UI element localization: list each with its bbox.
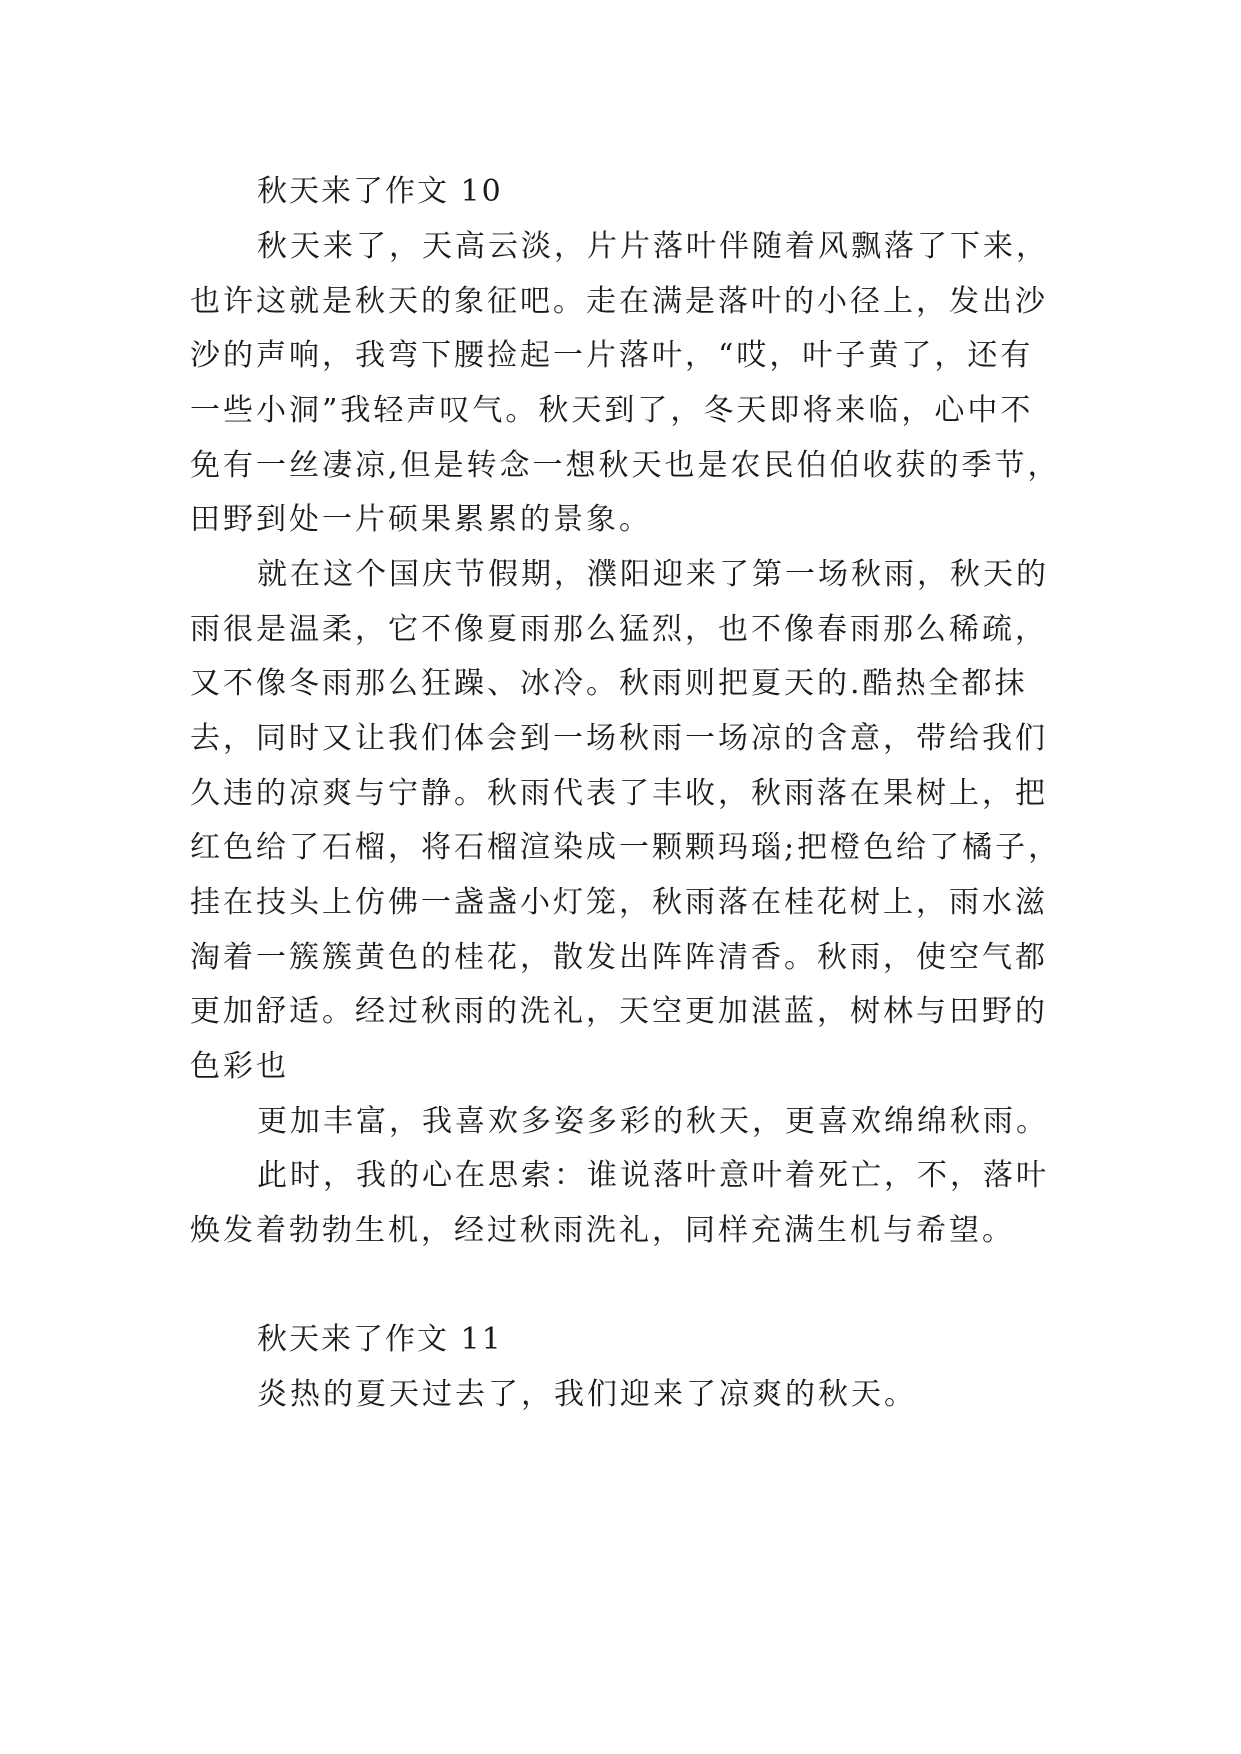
essay-10-line: 久违的凉爽与宁静。秋雨代表了丰收，秋雨落在果树上，把 (190, 776, 1048, 811)
essay-10-line: 红色给了石榴，将石榴渲染成一颗颗玛瑙;把橙色给了橘子， (190, 830, 1062, 865)
essay-10-line: 免有一丝凄凉,但是转念一想秋天也是农民伯伯收获的季节， (190, 448, 1061, 483)
essay-10-line: 此时，我的心在思索：谁说落叶意叶着死亡，不，落叶 (257, 1158, 1049, 1193)
essay-10-line: 就在这个国庆节假期，濮阳迎来了第一场秋雨，秋天的 (257, 557, 1049, 592)
essay-10-line: 又不像冬雨那么狂躁、冰冷。秋雨则把夏天的.酷热全都抹 (190, 666, 1028, 701)
essay-10-line: 更加舒适。经过秋雨的洗礼，天空更加湛蓝，树林与田野的 (190, 994, 1048, 1029)
essay-10-heading: 秋天来了作文 10 (257, 174, 503, 209)
essay-10-line: 挂在技头上仿佛一盏盏小灯笼，秋雨落在桂花树上，雨水滋 (190, 885, 1048, 920)
essay-10-line: 色彩也 (190, 1049, 289, 1084)
essay-10-line: 雨很是温柔，它不像夏雨那么猛烈，也不像春雨那么稀疏， (190, 612, 1048, 647)
essay-11-heading: 秋天来了作文 11 (257, 1322, 503, 1357)
essay-10-line: 也许这就是秋天的象征吧。走在满是落叶的小径上，发出沙 (190, 284, 1048, 319)
essay-10-line: 秋天来了，天高云淡，片片落叶伴随着风飘落了下来， (257, 229, 1049, 264)
essay-10-line: 更加丰富，我喜欢多姿多彩的秋天，更喜欢绵绵秋雨。 (257, 1104, 1049, 1139)
essay-10-line: 焕发着勃勃生机，经过秋雨洗礼，同样充满生机与希望。 (190, 1213, 1015, 1248)
essay-10-line: 沙的声响，我弯下腰捡起一片落叶，“哎，叶子黄了，还有 (190, 338, 1034, 373)
essay-10-line: 去，同时又让我们体会到一场秋雨一场凉的含意，带给我们 (190, 721, 1048, 756)
essay-10-line: 田野到处一片硕果累累的景象。 (190, 502, 652, 537)
essay-10-line: 一些小洞”我轻声叹气。秋天到了，冬天即将来临，心中不 (190, 393, 1034, 428)
essay-11-line: 炎热的夏天过去了，我们迎来了凉爽的秋天。 (257, 1377, 917, 1412)
essay-10-line: 淘着一簇簇黄色的桂花，散发出阵阵清香。秋雨，使空气都 (190, 940, 1048, 975)
